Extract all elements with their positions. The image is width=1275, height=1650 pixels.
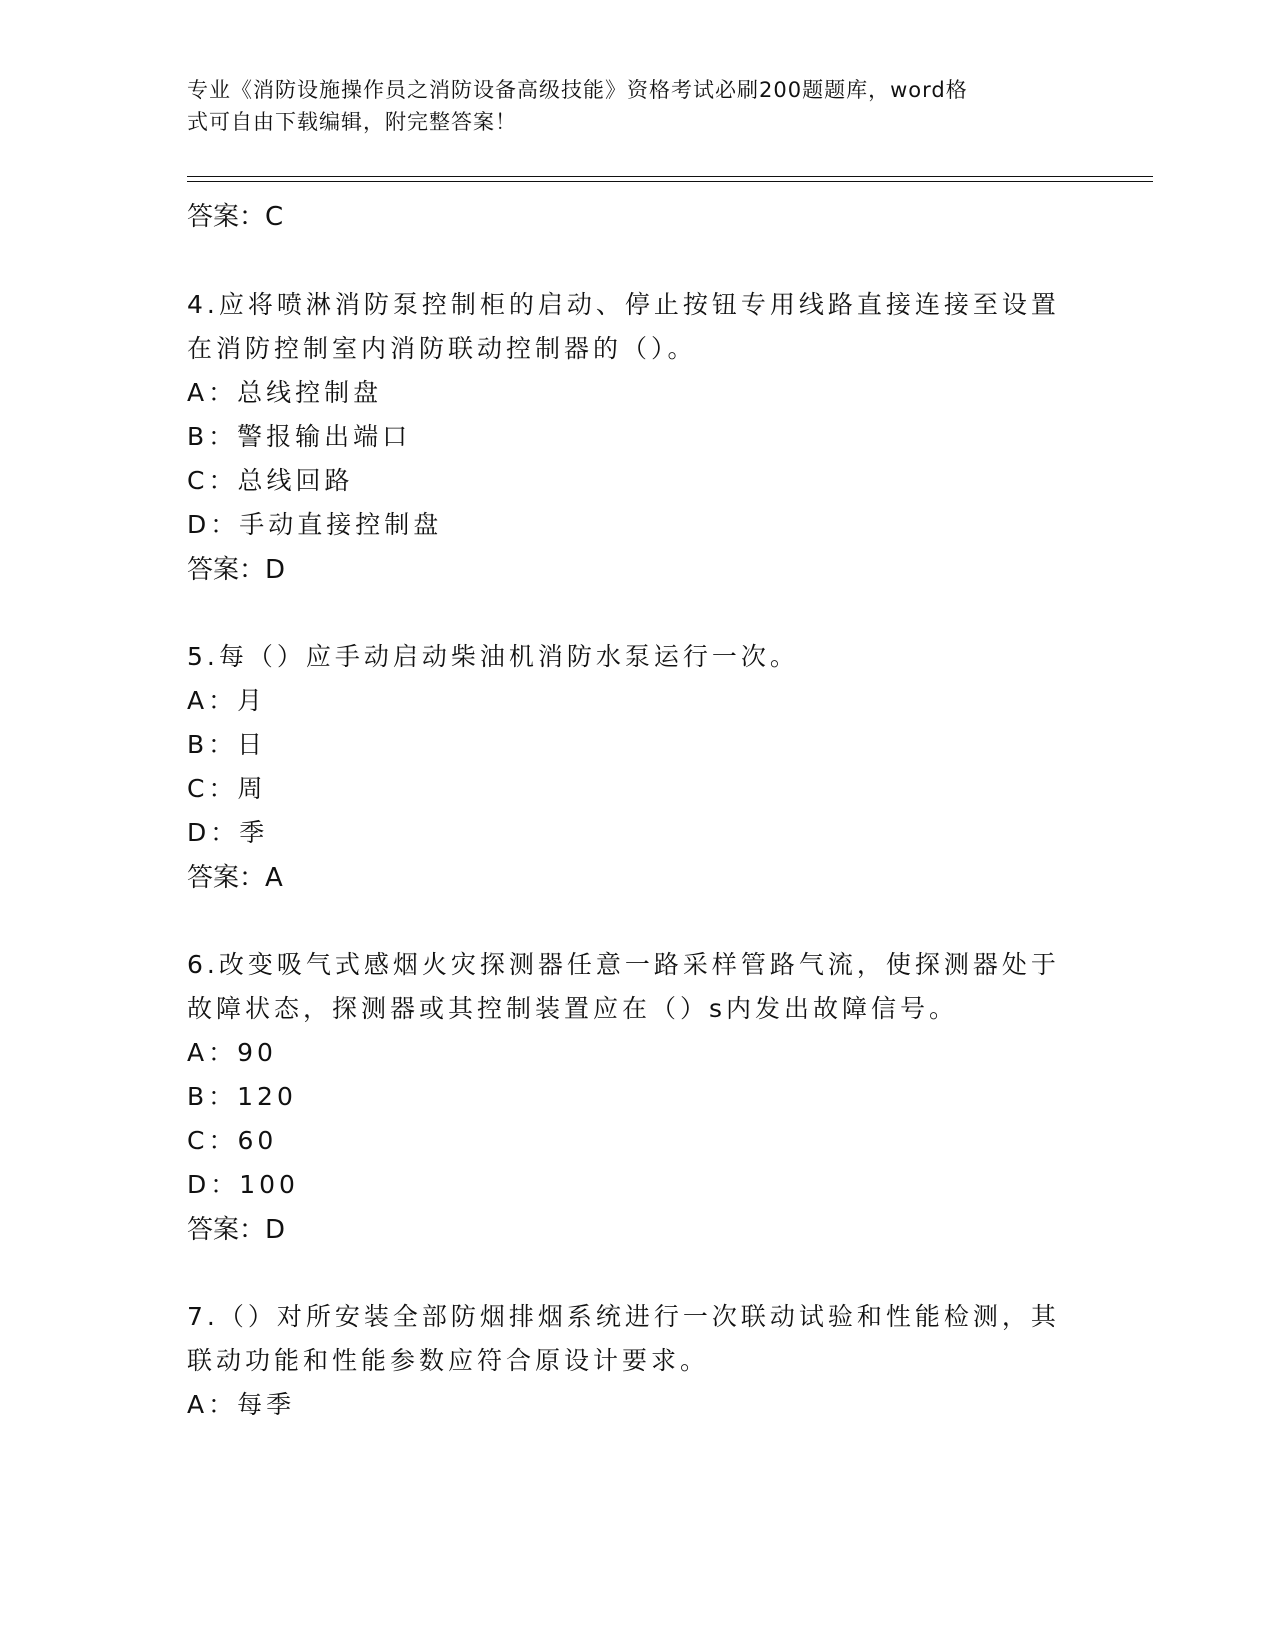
option-a: A：90 <box>187 1038 277 1067</box>
question-stem: 联动功能和性能参数应符合原设计要求。 <box>187 1346 710 1375</box>
header-line: 式可自由下载编辑，附完整答案！ <box>187 110 517 134</box>
question-stem: 在消防控制室内消防联动控制器的（）。 <box>187 334 697 363</box>
question-stem: 故障状态，探测器或其控制装置应在（）s内发出故障信号。 <box>187 994 959 1023</box>
header-divider <box>187 176 1153 177</box>
header-divider <box>187 181 1153 182</box>
answer-line: 答案：D <box>187 1215 286 1245</box>
option-a: A：总线控制盘 <box>187 378 383 407</box>
option-a: A：月 <box>187 686 267 715</box>
answer-line: 答案：D <box>187 555 286 585</box>
question-stem: 5.每（）应手动启动柴油机消防水泵运行一次。 <box>187 642 799 671</box>
option-d: D：季 <box>187 818 269 847</box>
question-stem: 7.（）对所安装全部防烟排烟系统进行一次联动试验和性能检测，其 <box>187 1302 1060 1331</box>
option-b: B：120 <box>187 1082 297 1111</box>
option-a: A：每季 <box>187 1390 296 1419</box>
option-d: D：100 <box>187 1170 299 1199</box>
option-d: D：手动直接控制盘 <box>187 510 443 539</box>
answer-line: 答案：A <box>187 863 283 893</box>
option-b: B：日 <box>187 730 267 759</box>
question-stem: 4.应将喷淋消防泵控制柜的启动、停止按钮专用线路直接连接至设置 <box>187 290 1060 319</box>
document-header <box>187 74 1067 138</box>
option-c: C：总线回路 <box>187 466 354 495</box>
option-c: C：60 <box>187 1126 278 1155</box>
option-b: B：警报输出端口 <box>187 422 412 451</box>
answer-line: 答案：C <box>187 202 284 232</box>
option-c: C：周 <box>187 774 267 803</box>
question-stem: 6.改变吸气式感烟火灾探测器任意一路采样管路气流，使探测器处于 <box>187 950 1060 979</box>
header-line: 专业《消防设施操作员之消防设备高级技能》资格考试必刷200题题库，word格 <box>187 78 968 102</box>
